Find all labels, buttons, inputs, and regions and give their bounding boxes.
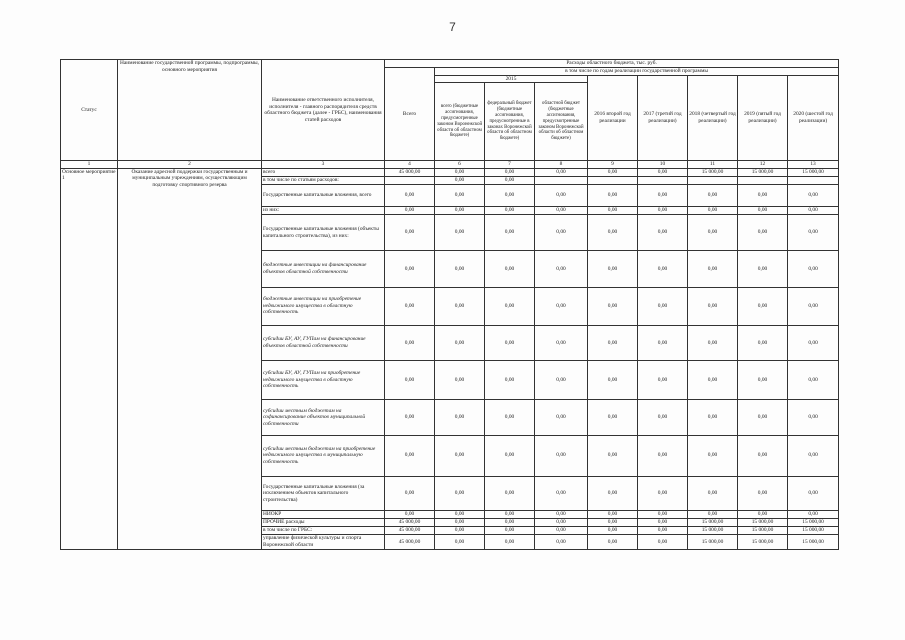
value-cell: 0,00 bbox=[638, 400, 688, 436]
value-cell: 0,00 bbox=[435, 176, 485, 184]
value-cell: 0,00 bbox=[588, 287, 638, 325]
value-cell: 0,00 bbox=[788, 184, 839, 206]
col-number: 9 bbox=[588, 161, 638, 169]
col-number: 7 bbox=[485, 161, 535, 169]
value-cell: 0,00 bbox=[485, 184, 535, 206]
value-cell: 0,00 bbox=[535, 361, 588, 400]
value-cell: 0,00 bbox=[435, 168, 485, 176]
value-cell: 0,00 bbox=[588, 325, 638, 361]
value-cell: 0,00 bbox=[588, 534, 638, 549]
row-label: субсидии БУ, АУ, ГУПам на финансирование объектов областной собственности bbox=[262, 325, 385, 361]
value-cell: 0,00 bbox=[485, 511, 535, 519]
value-cell: 0,00 bbox=[788, 476, 839, 511]
value-cell: 0,00 bbox=[435, 287, 485, 325]
value-cell: 15 000,00 bbox=[688, 168, 738, 176]
value-cell: 0,00 bbox=[435, 215, 485, 251]
value-cell: 15 000,00 bbox=[788, 519, 839, 527]
value-cell: 0,00 bbox=[638, 534, 688, 549]
value-cell: 0,00 bbox=[688, 361, 738, 400]
value-cell: 0,00 bbox=[588, 511, 638, 519]
value-cell: 0,00 bbox=[588, 251, 638, 288]
row-label: Государственные капитальные вложения (за исключением объектов капитального строительства) bbox=[262, 476, 385, 511]
value-cell: 0,00 bbox=[485, 361, 535, 400]
value-cell: 0,00 bbox=[485, 526, 535, 534]
value-cell: 0,00 bbox=[535, 511, 588, 519]
value-cell: 0,00 bbox=[435, 519, 485, 527]
value-cell: 0,00 bbox=[435, 184, 485, 206]
value-cell: 0,00 bbox=[638, 361, 688, 400]
row-label: бюджетные инвестиции на приобретение недвижимого имущества в областную собственность bbox=[262, 287, 385, 325]
value-cell: 0,00 bbox=[535, 168, 588, 176]
value-cell: 15 000,00 bbox=[788, 526, 839, 534]
value-cell: 0,00 bbox=[738, 476, 788, 511]
col-number: 6 bbox=[435, 161, 485, 169]
value-cell: 0,00 bbox=[638, 287, 688, 325]
row-label: управление физической культуры и спорта Воронежской области bbox=[262, 534, 385, 549]
row-label: субсидии местным бюджетам на софинансирование объектов муниципальной собственности bbox=[262, 400, 385, 436]
value-cell: 0,00 bbox=[385, 287, 435, 325]
subtotal-2015-header: всего (бюджетные ассигнования, предусмотренные законом Воронежской области об областном бюджете) bbox=[435, 83, 485, 161]
status-header: Статус bbox=[61, 60, 118, 161]
value-cell: 0,00 bbox=[638, 435, 688, 476]
value-cell: 0,00 bbox=[535, 325, 588, 361]
col-number: 11 bbox=[688, 161, 738, 169]
program-name-header: Наименование государственной программы, подпрограммы, основного мероприятия bbox=[118, 60, 262, 161]
value-cell: 0,00 bbox=[435, 534, 485, 549]
value-cell: 15 000,00 bbox=[738, 168, 788, 176]
value-cell: 0,00 bbox=[588, 184, 638, 206]
value-cell: 0,00 bbox=[485, 251, 535, 288]
value-cell: 0,00 bbox=[535, 287, 588, 325]
value-cell: 0,00 bbox=[738, 215, 788, 251]
value-cell: 0,00 bbox=[535, 184, 588, 206]
value-cell: 0,00 bbox=[788, 251, 839, 288]
value-cell: 0,00 bbox=[738, 400, 788, 436]
years-header: в том числе по годам реализации государственной программы bbox=[435, 68, 839, 76]
value-cell: 15 000,00 bbox=[738, 526, 788, 534]
value-cell: 45 000,00 bbox=[385, 168, 435, 176]
value-cell: 0,00 bbox=[485, 325, 535, 361]
value-cell: 0,00 bbox=[485, 534, 535, 549]
value-cell: 0,00 bbox=[638, 526, 688, 534]
row-label: в том числе по статьям расходов: bbox=[262, 176, 385, 184]
value-cell: 0,00 bbox=[485, 400, 535, 436]
value-cell bbox=[738, 176, 788, 184]
value-cell: 0,00 bbox=[738, 251, 788, 288]
value-cell: 0,00 bbox=[385, 251, 435, 288]
value-cell: 0,00 bbox=[738, 207, 788, 215]
value-cell: 0,00 bbox=[435, 400, 485, 436]
value-cell: 0,00 bbox=[385, 476, 435, 511]
value-cell: 0,00 bbox=[738, 361, 788, 400]
value-cell: 0,00 bbox=[385, 435, 435, 476]
value-cell: 0,00 bbox=[535, 207, 588, 215]
program-name-cell: Оказание адресной поддержки государственным и муниципальным учреждениям, осуществляющим подготовку спортивного резерва bbox=[118, 168, 262, 549]
value-cell: 0,00 bbox=[738, 511, 788, 519]
value-cell: 0,00 bbox=[788, 325, 839, 361]
row-label: ПРОЧИЕ расходы bbox=[262, 519, 385, 527]
value-cell: 0,00 bbox=[688, 325, 738, 361]
col-number: 1 bbox=[61, 161, 118, 169]
value-cell: 15 000,00 bbox=[788, 168, 839, 176]
value-cell: 0,00 bbox=[638, 168, 688, 176]
col-number: 2 bbox=[118, 161, 262, 169]
year-2017-header: 2017 (третий год реализации) bbox=[638, 75, 688, 161]
value-cell: 0,00 bbox=[638, 184, 688, 206]
value-cell: 0,00 bbox=[788, 361, 839, 400]
value-cell: 0,00 bbox=[688, 215, 738, 251]
value-cell: 0,00 bbox=[485, 215, 535, 251]
value-cell: 0,00 bbox=[738, 325, 788, 361]
value-cell: 0,00 bbox=[535, 435, 588, 476]
value-cell: 0,00 bbox=[638, 215, 688, 251]
value-cell: 0,00 bbox=[485, 207, 535, 215]
year-2018-header: 2018 (четвертый год реализации) bbox=[688, 75, 738, 161]
row-label: Государственные капитальные вложения, всего bbox=[262, 184, 385, 206]
value-cell: 0,00 bbox=[435, 435, 485, 476]
value-cell: 0,00 bbox=[688, 476, 738, 511]
value-cell: 0,00 bbox=[535, 400, 588, 436]
year-2020-header: 2020 (шестой год реализации) bbox=[788, 75, 839, 161]
value-cell: 0,00 bbox=[435, 526, 485, 534]
value-cell: 0,00 bbox=[435, 511, 485, 519]
value-cell: 0,00 bbox=[588, 400, 638, 436]
value-cell: 0,00 bbox=[788, 207, 839, 215]
year-2015-header: 2015 bbox=[435, 75, 588, 83]
value-cell: 0,00 bbox=[485, 476, 535, 511]
value-cell: 0,00 bbox=[385, 361, 435, 400]
value-cell: 15 000,00 bbox=[688, 534, 738, 549]
value-cell: 0,00 bbox=[688, 287, 738, 325]
value-cell: 0,00 bbox=[485, 287, 535, 325]
value-cell bbox=[385, 176, 435, 184]
row-label: из них: bbox=[262, 207, 385, 215]
value-cell: 0,00 bbox=[385, 511, 435, 519]
value-cell: 0,00 bbox=[588, 526, 638, 534]
value-cell bbox=[688, 176, 738, 184]
col-number: 12 bbox=[738, 161, 788, 169]
value-cell: 0,00 bbox=[638, 476, 688, 511]
value-cell: 0,00 bbox=[485, 435, 535, 476]
page-number: 7 bbox=[449, 20, 456, 34]
status-cell: Основное мероприятие 1 bbox=[61, 168, 118, 549]
value-cell: 0,00 bbox=[738, 184, 788, 206]
value-cell: 0,00 bbox=[588, 207, 638, 215]
row-label: субсидии БУ, АУ, ГУПам на приобретение недвижимого имущества в областную собственность bbox=[262, 361, 385, 400]
total-header: Всего bbox=[385, 68, 435, 161]
budget-table bbox=[60, 59, 839, 550]
value-cell: 15 000,00 bbox=[688, 519, 738, 527]
value-cell: 0,00 bbox=[638, 251, 688, 288]
value-cell: 0,00 bbox=[535, 476, 588, 511]
value-cell: 0,00 bbox=[435, 251, 485, 288]
value-cell: 0,00 bbox=[385, 400, 435, 436]
value-cell: 0,00 bbox=[435, 207, 485, 215]
row-label: бюджетные инвестиции на финансирование объектов областной собственности bbox=[262, 251, 385, 288]
value-cell: 0,00 bbox=[485, 176, 535, 184]
federal-2015-header: федеральный бюджет (бюджетные ассигнования, предусмотренные в законах Воронежской области об областном бюджете) bbox=[485, 83, 535, 161]
value-cell bbox=[788, 176, 839, 184]
value-cell: 0,00 bbox=[638, 207, 688, 215]
row-label: всего bbox=[262, 168, 385, 176]
value-cell: 0,00 bbox=[638, 325, 688, 361]
year-2019-header: 2019 (пятый год реализации) bbox=[738, 75, 788, 161]
value-cell: 0,00 bbox=[788, 511, 839, 519]
row-label: субсидии местным бюджетам на приобретение недвижимого имущества в муниципальную собственность bbox=[262, 435, 385, 476]
value-cell: 0,00 bbox=[385, 207, 435, 215]
value-cell bbox=[535, 176, 588, 184]
regional-2015-header: областной бюджет (бюджетные ассигнования, предусмотренные законом Воронежской области об областном бюджете) bbox=[535, 83, 588, 161]
value-cell: 0,00 bbox=[688, 435, 738, 476]
value-cell: 0,00 bbox=[588, 215, 638, 251]
row-label: НИОКР bbox=[262, 511, 385, 519]
value-cell: 0,00 bbox=[788, 287, 839, 325]
value-cell: 0,00 bbox=[385, 215, 435, 251]
value-cell: 0,00 bbox=[788, 400, 839, 436]
value-cell: 45 000,00 bbox=[385, 534, 435, 549]
value-cell: 0,00 bbox=[435, 325, 485, 361]
expenses-header: Расходы областного бюджета, тыс. руб. bbox=[385, 60, 839, 68]
row-label: в том числе по ГРБС: bbox=[262, 526, 385, 534]
value-cell: 0,00 bbox=[485, 168, 535, 176]
col-number: 13 bbox=[788, 161, 839, 169]
value-cell: 0,00 bbox=[435, 361, 485, 400]
value-cell: 0,00 bbox=[688, 400, 738, 436]
value-cell: 0,00 bbox=[485, 519, 535, 527]
value-cell: 0,00 bbox=[588, 476, 638, 511]
year-2016-header: 2016 второй год реализации bbox=[588, 75, 638, 161]
value-cell: 0,00 bbox=[385, 325, 435, 361]
value-cell: 0,00 bbox=[738, 435, 788, 476]
value-cell: 0,00 bbox=[435, 476, 485, 511]
value-cell: 0,00 bbox=[788, 435, 839, 476]
executor-header: Наименование ответственного исполнителя, исполнителя - главного распорядителя средств областного бюджета (далее - ГРБС), наименования статей расходов bbox=[262, 60, 385, 161]
value-cell: 0,00 bbox=[535, 215, 588, 251]
value-cell: 45 000,00 bbox=[385, 519, 435, 527]
col-number: 4 bbox=[385, 161, 435, 169]
value-cell: 0,00 bbox=[588, 435, 638, 476]
value-cell: 0,00 bbox=[588, 168, 638, 176]
value-cell: 15 000,00 bbox=[788, 534, 839, 549]
value-cell: 0,00 bbox=[788, 215, 839, 251]
value-cell: 0,00 bbox=[535, 534, 588, 549]
value-cell bbox=[588, 176, 638, 184]
value-cell: 45 000,00 bbox=[385, 526, 435, 534]
value-cell: 0,00 bbox=[738, 287, 788, 325]
value-cell: 0,00 bbox=[688, 184, 738, 206]
value-cell: 0,00 bbox=[638, 511, 688, 519]
col-number: 3 bbox=[262, 161, 385, 169]
value-cell bbox=[638, 176, 688, 184]
value-cell: 0,00 bbox=[535, 251, 588, 288]
value-cell: 15 000,00 bbox=[738, 534, 788, 549]
value-cell: 0,00 bbox=[535, 519, 588, 527]
col-number: 8 bbox=[535, 161, 588, 169]
value-cell: 0,00 bbox=[535, 526, 588, 534]
value-cell: 15 000,00 bbox=[738, 519, 788, 527]
value-cell: 0,00 bbox=[588, 361, 638, 400]
value-cell: 0,00 bbox=[688, 251, 738, 288]
value-cell: 0,00 bbox=[638, 519, 688, 527]
value-cell: 0,00 bbox=[688, 207, 738, 215]
value-cell: 0,00 bbox=[588, 519, 638, 527]
row-label: Государственные капитальные вложения (объекты капитального строительства), из них: bbox=[262, 215, 385, 251]
col-number: 10 bbox=[638, 161, 688, 169]
value-cell: 0,00 bbox=[385, 184, 435, 206]
value-cell: 0,00 bbox=[688, 511, 738, 519]
value-cell: 15 000,00 bbox=[688, 526, 738, 534]
